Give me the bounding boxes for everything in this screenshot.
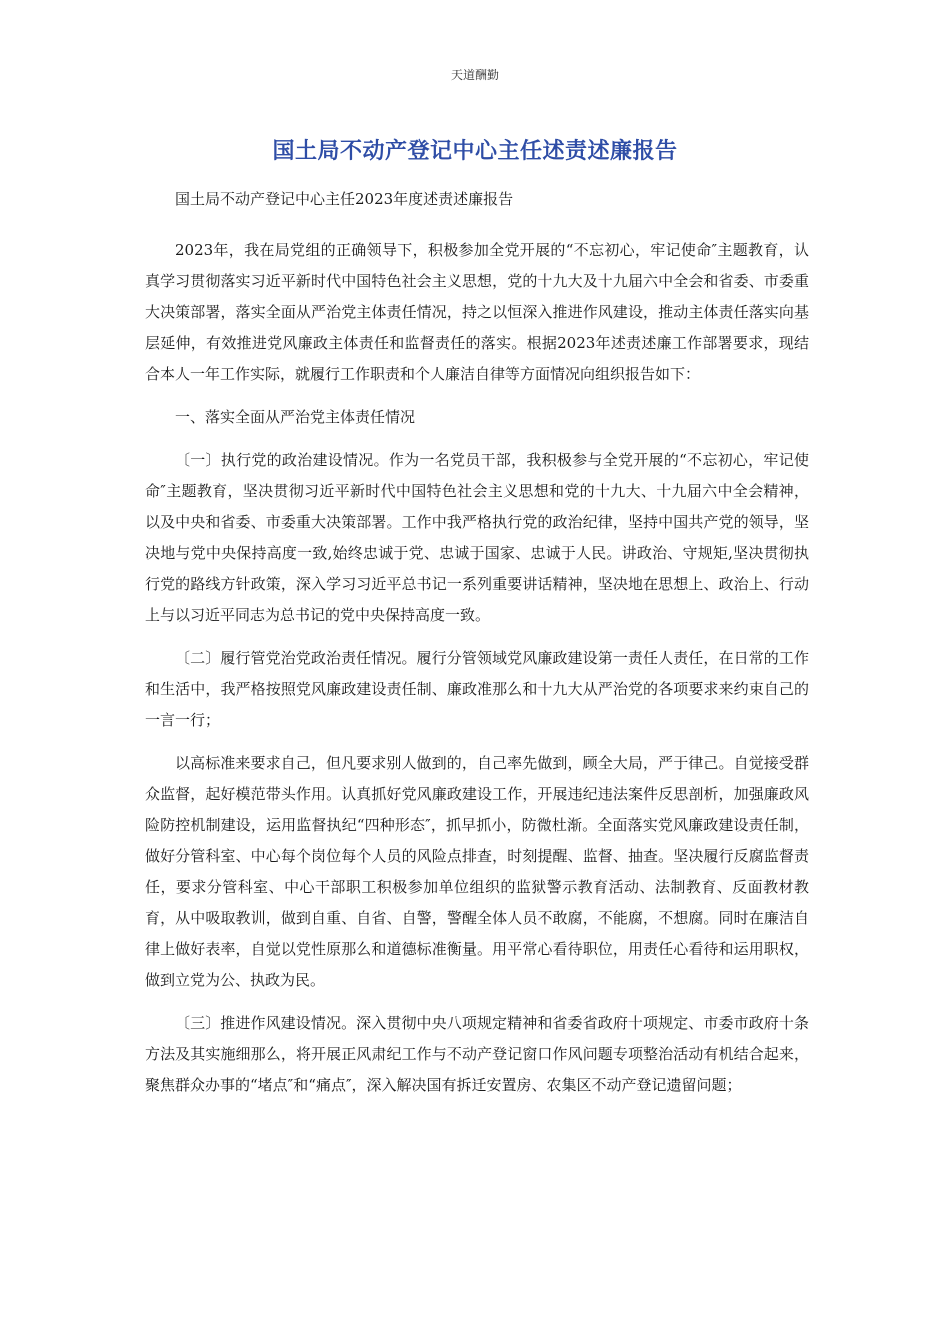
section-heading-1: 一、落实全面从严治党主体责任情况 bbox=[175, 408, 416, 426]
document-body bbox=[145, 184, 809, 1113]
page-header: 天道酬勤 bbox=[450, 68, 499, 82]
paragraph-work-style: 〔三〕推进作风建设情况。深入贯彻中央八项规定精神和省委省政府十项规定、市委市政府十条方法及其实施细那么，将开展正风肃纪工作与不动产登记窗口作风问题专项整治活动有机结合起来，聚焦群众办事的“堵点″和“痛点″，深入解决国有拆迁安置房、农集区不动产登记遗留问题； bbox=[145, 1014, 809, 1094]
paragraph-party-governance: 〔二〕履行管党治党政治责任情况。履行分管领域党风廉政建设第一责任人责任，在日常的工作和生活中，我严格按照党风廉政建设责任制、廉政准那么和十九大从严治党的各项要求来约束自己的一言一行； bbox=[145, 649, 809, 729]
document-title: 国土局不动产登记中心主任述责述廉报告 bbox=[272, 139, 678, 164]
paragraph-self-discipline: 以高标准来要求自己，但凡要求别人做到的，自己率先做到，顾全大局，严于律己。自觉接受群众监督，起好模范带头作用。认真抓好党风廉政建设工作，开展违纪违法案件反思剖析，加强廉政风险防控机制建设，运用监督执纪“四种形态″，抓早抓小，防微杜渐。全面落实党风廉政建设责任制，做好分管科室、中心每个岗位每个人员的风险点排查，时刻提醒、监督、抽查。坚决履行反腐监督责任，要求分管科室、中心干部职工积极参加单位组织的监狱警示教育活动、法制教育、反面教材教育，从中吸取教训，做到自重、自省、自警，警醒全体人员不敢腐，不能腐，不想腐。同时在廉洁自律上做好表率，自觉以党性原那么和道德标准衡量。用平常心看待职位，用责任心看待和运用职权，做到立党为公、执政为民。 bbox=[145, 754, 809, 989]
paragraph-political-construction: 〔一〕执行党的政治建设情况。作为一名党员干部，我积极参与全党开展的“不忘初心，牢记使命″主题教育，坚决贯彻习近平新时代中国特色社会主义思想和党的十九大、十九届六中全会精神，以及中央和省委、市委重大决策部署。工作中我严格执行党的政治纪律，坚持中国共产党的领导，坚决地与党中央保持高度一致,始终忠诚于党、忠诚于国家、忠诚于人民。讲政治、守规矩,坚决贯彻执行党的路线方针政策，深入学习习近平总书记一系列重要讲话精神，坚决地在思想上、政治上、行动上与以习近平同志为总书记的党中央保持高度一致。 bbox=[145, 451, 809, 624]
paragraph-intro: 2023年，我在局党组的正确领导下，积极参加全党开展的“不忘初心，牢记使命″主题教育，认真学习贯彻落实习近平新时代中国特色社会主义思想，党的十九大及十九届六中全会和省委、市委重大决策部署，落实全面从严治党主体责任情况，持之以恒深入推进作风建设，推动主体责任落实向基层延伸，有效推进党风廉政主体责任和监督责任的落实。根据2023年述责述廉工作部署要求，现结合本人一年工作实际，就履行工作职责和个人廉洁自律等方面情况向组织报告如下： bbox=[145, 241, 809, 383]
document-subtitle: 国土局不动产登记中心主任2023年度述责述廉报告 bbox=[175, 190, 514, 208]
